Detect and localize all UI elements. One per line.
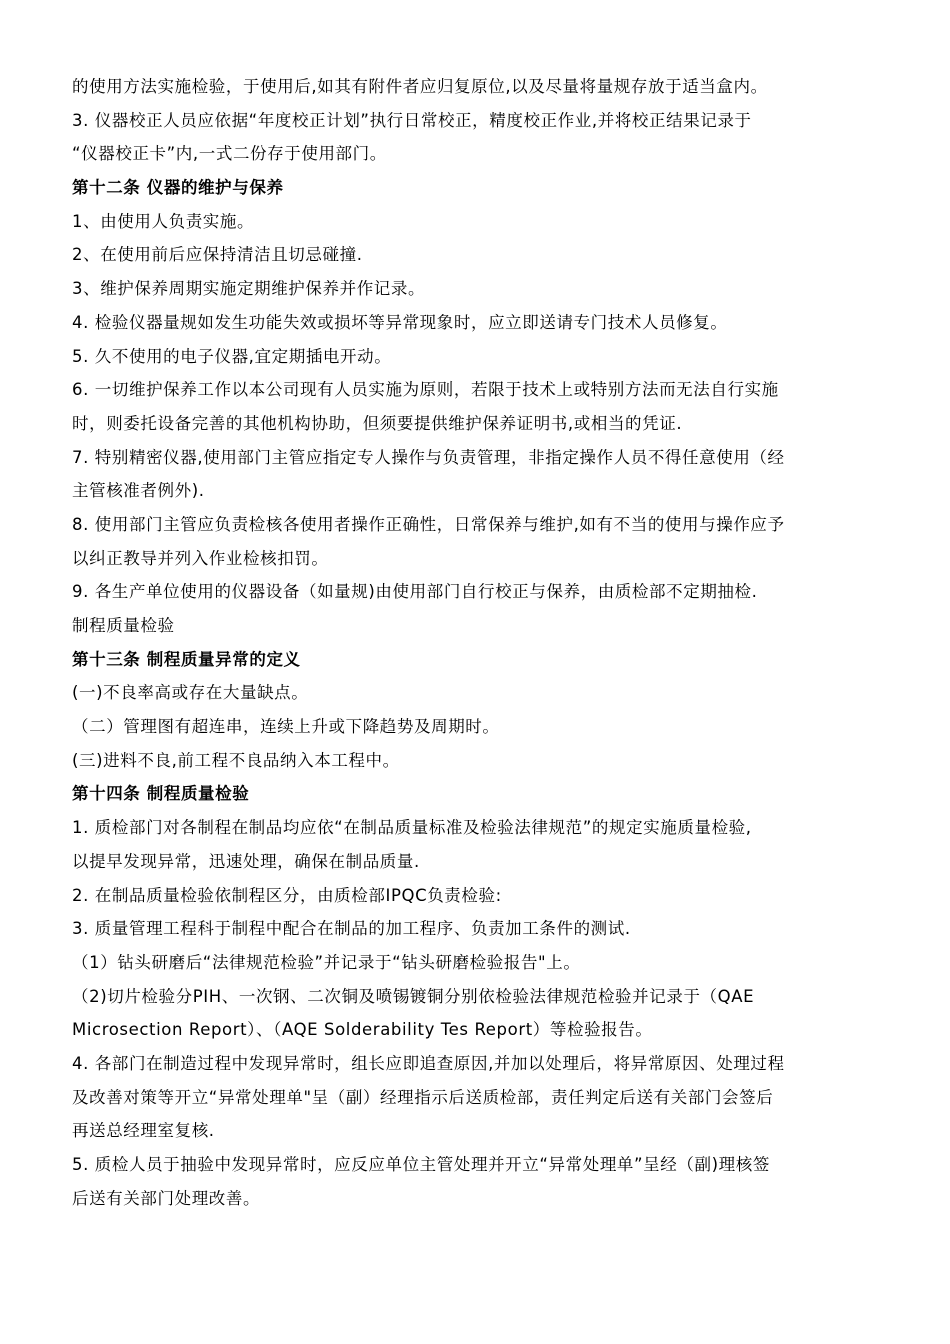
list-item: （1）钻头研磨后“法律规范检验”并记录于“钻头研磨检验报告"上。 (72, 952, 581, 972)
list-item: （二）管理图有超连串，连续上升或下降趋势及周期时。 (72, 717, 500, 737)
list-item: 3、维护保养周期实施定期维护保养并作记录。 (72, 279, 426, 299)
list-item: 5. 久不使用的电子仪器,宜定期插电开动。 (72, 346, 392, 366)
list-item: 1、由使用人负责实施。 (72, 211, 255, 231)
text-line: 后送有关部门处理改善。 (72, 1188, 261, 1208)
list-item: 9. 各生产单位使用的仪器设备（如量规)由使用部门自行校正与保养，由质检部不定期抽检. (72, 582, 758, 602)
section-heading: 第十三条 制程质量异常的定义 (72, 649, 301, 669)
list-item: 1. 质检部门对各制程在制品均应依“在制品质量标准及检验法律规范”的规定实施质量检验, (72, 818, 752, 838)
list-item: (一)不良率高或存在大量缺点。 (72, 683, 309, 703)
section-heading: 第十二条 仪器的维护与保养 (72, 178, 284, 198)
text-line: 以提早发现异常，迅速处理，确保在制品质量. (72, 851, 420, 871)
list-item: 7. 特别精密仪器,使用部门主管应指定专人操作与负责管理，非指定操作人员不得任意使用（经 (72, 447, 785, 467)
list-item: 8. 使用部门主管应负责检核各使用者操作正确性，日常保养与维护,如有不当的使用与操作应予 (72, 514, 785, 534)
subsection-title: 制程质量检验 (72, 616, 175, 635)
list-item: 4. 检验仪器量规如发生功能失效或损坏等异常现象时，应立即送请专门技术人员修复。 (72, 312, 728, 332)
list-item: 3. 质量管理工程科于制程中配合在制品的加工程序、负责加工条件的测试. (72, 919, 631, 939)
text-line: 及改善对策等开立“异常处理单"呈（副）经理指示后送质检部，责任判定后送有关部门会签后 (72, 1087, 774, 1107)
list-item: 4. 各部门在制造过程中发现异常时，组长应即追查原因,并加以处理后，将异常原因、处理过程 (72, 1053, 785, 1073)
text-line: 以纠正教导并列入作业检核扣罚。 (72, 548, 329, 568)
list-item: 6. 一切维护保养工作以本公司现有人员实施为原则，若限于技术上或特别方法而无法自行实施 (72, 380, 779, 400)
document-page (72, 70, 884, 1215)
text-line: Microsection Report）、（AQE Solderability Tes Report）等检验报告。 (72, 1020, 653, 1040)
text-line: 时，则委托设备完善的其他机构协助，但须要提供维护保养证明书,或相当的凭证. (72, 413, 683, 433)
text-line: 主管核准者例外). (72, 481, 205, 501)
text-line: “仪器校正卡”内,一式二份存于使用部门。 (72, 144, 387, 164)
list-item: （2)切片检验分PIH、一次钢、二次铜及喷锡镀铜分别依检验法律规范检验并记录于（QAE (72, 986, 755, 1006)
list-item: 2、在使用前后应保持清洁且切忌碰撞. (72, 245, 363, 265)
section-heading: 第十四条 制程质量检验 (72, 784, 250, 804)
list-item: 5. 质检人员于抽验中发现异常时，应反应单位主管处理并开立“异常处理单”呈经（副)理核签 (72, 1155, 770, 1174)
list-item: (三)进料不良,前工程不良品纳入本工程中。 (72, 750, 400, 770)
text-line: 3. 仪器校正人员应依据“年度校正计划”执行日常校正，精度校正作业,并将校正结果记录于 (72, 110, 752, 130)
text-line: 的使用方法实施检验，于使用后,如其有附件者应归复原位,以及尽量将量规存放于适当盒内。 (72, 77, 768, 96)
list-item: 2. 在制品质量检验依制程区分，由质检部IPQC负责检验: (72, 885, 502, 905)
text-line: 再送总经理室复核. (72, 1121, 215, 1141)
